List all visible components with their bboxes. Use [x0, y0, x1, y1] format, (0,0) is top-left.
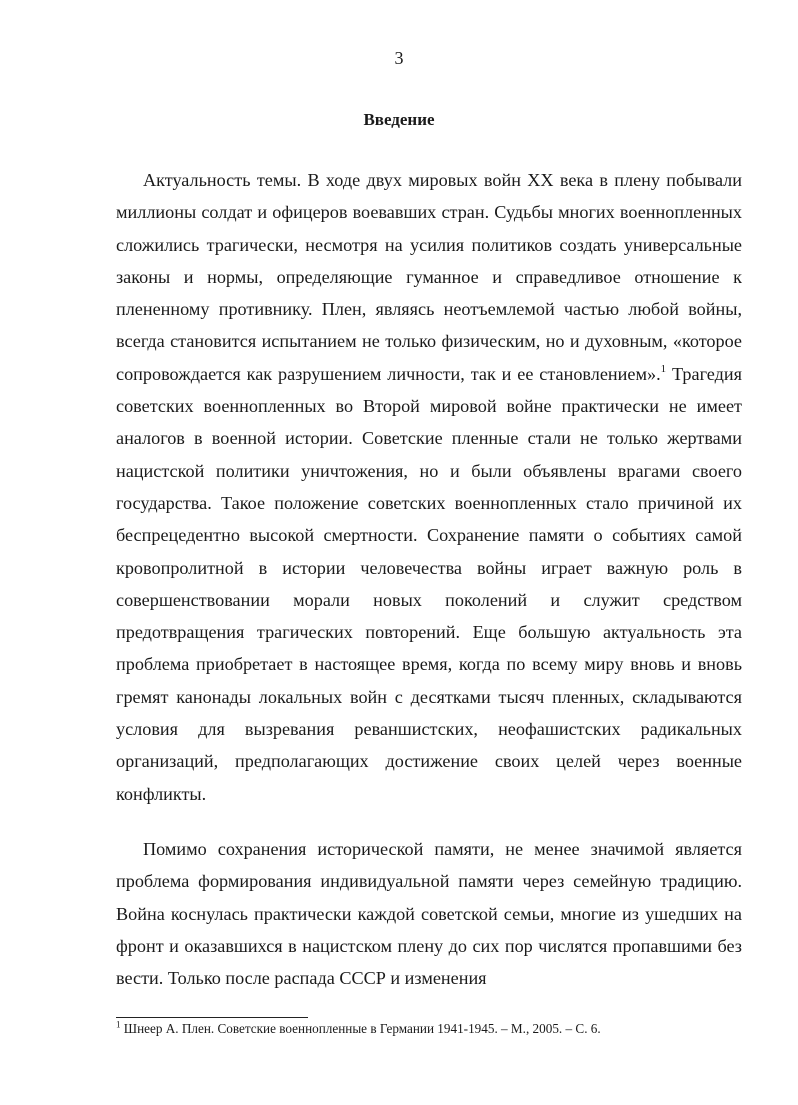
footnote-reference: 1	[660, 362, 667, 375]
paragraph-text: Актуальность темы. В ходе двух мировых войн XX века в плену побывали миллионы солдат и офицеров воевавших стран. Судьбы многих военнопленных сложились трагически, несмотря на усилия политиков создать универсальные законы и нормы, определяющие гуманное и справедливое отношение к плененному противнику. Плен, являясь неотъемлемой частью любой войны, всегда становится испытанием не только физическим, но и духовным, «которое сопровождается как разрушением личности, так и ее становлением».	[116, 170, 742, 384]
footnote	[116, 1020, 756, 1038]
footnote-marker: 1	[116, 1019, 121, 1030]
footnote-divider	[116, 1017, 308, 1018]
paragraph-relevance	[116, 164, 742, 810]
footnote-text: Шнеер А. Плен. Советские военнопленные в Германии 1941-1945. – М., 2005. – С. 6.	[120, 1021, 601, 1036]
paragraph-memory: Помимо сохранения исторической памяти, не менее значимой является проблема формирования индивидуальной памяти через семейную традицию. Война коснулась практически каждой советской семьи, многие из ушедших на фронт и оказавшихся в нацистском плену до сих пор числятся пропавшими без вести. Только после распада СССР и изменения	[116, 839, 742, 989]
section-heading: Введение	[363, 110, 435, 129]
paragraph-text: Трагедия советских военнопленных во Второй мировой войне практически не имеет аналогов в военной истории. Советские пленные стали не только жертвами нацистской политики уничтожения, но и были объявлены врагами своего государства. Такое положение советских военнопленных стало причиной их беспрецедентно высокой смертности. Сохранение памяти о событиях самой кровопролитной в истории человечества войны играет важную роль в совершенствовании морали новых поколений и служит средством предотвращения трагических повторений. Еще большую актуальность эта проблема приобретает в настоящее время, когда по всему миру вновь и вновь гремят канонады локальных войн с десятками тысяч пленных, складываются условия для вызревания реваншистских, неофашистских радикальных организаций, предполагающих достижение своих целей через военные конфликты.	[116, 363, 742, 804]
page-number: 3	[394, 48, 404, 68]
